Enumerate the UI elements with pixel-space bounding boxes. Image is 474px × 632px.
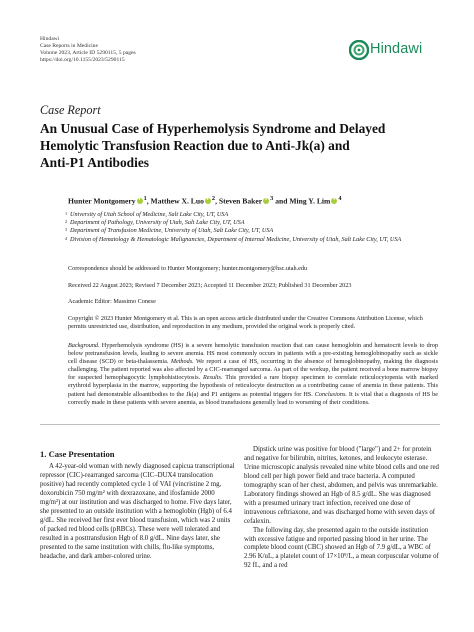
- abstract-methods-label: Methods.: [170, 358, 194, 366]
- affiliation-list: [65, 211, 438, 244]
- author-name[interactable]: Ming Y. Lim: [289, 196, 331, 206]
- author-affiliation-mark: 4: [338, 195, 342, 202]
- publisher-name: Hindawi: [40, 36, 60, 42]
- author-list: [68, 195, 342, 206]
- affiliation-number: 4: [65, 235, 68, 241]
- body-paragraph: Dipstick urine was positive for blood ("large") and 2+ for protein and negative for bilirubin, nitrites, ketones, and leukocyte esterase. Urine microscopic analysis revealed nine white blood cells and one red blood cell per high power field and trace bacteria. A computed tomography scan of her chest, abdomen, and pelvis was unremarkable. Laboratory findings showed an Hgb of 8.5 g/dL. She was diagnosed with a presumed urinary tract infection, received one dose of intravenous ceftriaxone, and was discharged home with seven days of cefalexin.: [244, 446, 439, 525]
- author-name[interactable]: Matthew X. Luo: [150, 196, 204, 206]
- body-column-right: [244, 446, 440, 571]
- doi-link[interactable]: https://doi.org/10.1155/2023/5290115: [40, 57, 125, 63]
- orcid-icon[interactable]: [331, 198, 337, 204]
- abstract-background-label: Background.: [68, 342, 100, 349]
- abstract-background: Hyperhemolysis syndrome (HS) is a severe hemolytic transfusion reaction that can cause hemoglobin and hematocrit levels to drop below pretransfusion levels, leading to severe anemia. HS most commonly occurs in patients with a pre-existing hemoglobinopathy such as sickle cell disease (SCD) or beta-thalassemia.: [68, 342, 438, 366]
- article-category: Case Report: [40, 103, 101, 117]
- hindawi-logo-icon: [349, 40, 369, 60]
- affiliation-text: Department of Transfusion Medicine, University of Utah, Salt Lake City, UT, USA: [70, 227, 274, 235]
- journal-name: Case Reports in Medicine: [40, 43, 98, 49]
- logo-wordmark: Hindawi: [370, 41, 423, 57]
- abstract-methods: We report a case of HS, occurring in the absence of hemoglobinopathy, making the diagnosis challenging. The patient reported was also affected by a CIC-rearranged sarcoma. As part of the workup, the patient received a bone marrow biopsy for suspected hemophagocytic lymphohistiocytosis.: [68, 358, 439, 382]
- affiliation-number: 1: [65, 211, 68, 216]
- body-paragraph: A 42-year-old woman with newly diagnosed capicua transcriptional repressor (CIC)-rearranged sarcoma (CIC–DUX4 translocation positive) had recently completed cycle 1 of VAI (vincristine 2 mg, doxorubicin 750 mg/m² with dexrazoxane, and ifosfamide 2000 mg/m²) at our institution and was discharged to home. Five days later, she presented to an outside institution with a hemoglobin (Hgb) of 6.4 g/dL. She received her first ever blood transfusion, which was 2 units of packed red blood cells (pRBCs). These were well tolerated and resulted in a posttransfusion Hgb of 8.0 g/dL. Nine days later, she presented to the same institution with chills, flu-like symptoms, headache, and dark amber-colored urine.: [40, 463, 235, 560]
- affiliation-number: 3: [65, 227, 68, 233]
- author-name[interactable]: Steven Baker: [218, 196, 263, 206]
- author-separator: and: [273, 196, 290, 206]
- orcid-icon[interactable]: [263, 198, 269, 204]
- orcid-icon[interactable]: [137, 198, 143, 204]
- author-separator: ,: [146, 196, 151, 206]
- abstract-results-label: Results.: [203, 374, 223, 382]
- hindawi-logo: [349, 40, 439, 60]
- affiliation-text: University of Utah School of Medicine, Salt Lake City, UT, USA: [70, 211, 229, 218]
- affiliation-item: [65, 219, 438, 227]
- affiliation-number: 2: [65, 219, 68, 225]
- copyright-notice: Copyright © 2023 Hunter Montgomery et al. This is an open access article distributed under the Creative Commons Attribution License, which permits unrestricted use, distribution, and reproduction in any medium, provided the original work is properly cited.: [68, 315, 423, 331]
- title-line: Hemolytic Transfusion Reaction due to Anti-Jk(a) and: [40, 138, 350, 153]
- affiliation-text: Division of Hematology & Hematologic Malignancies, Department of Internal Medicine, University of Utah, Salt Lake City, UT, USA: [70, 235, 402, 243]
- body-paragraph: The following day, she presented again to the outside institution with excessive fatigue and reported passing blood in her urine. The complete blood count (CBC) showed an Hgb of 7.9 g/dL, a WBC of 2.96 K/uL, a platelet count of 17×10⁹/L, a mean corpuscular volume of 92 fL, and a red: [244, 526, 439, 570]
- author-name[interactable]: Hunter Montgomery: [68, 196, 136, 206]
- affiliation-item: [65, 211, 438, 219]
- affiliation-text: Department of Pathology, University of Utah, Salt Lake City, UT, USA: [70, 219, 245, 227]
- abstract-conclusions: It is vital that a diagnosis of HS be correctly made in these patients with severe anemia, as blood transfusions generally lead to worsening of their conditions.: [68, 390, 438, 406]
- volume-info: Volume 2023, Article ID 5290115, 5 pages: [40, 50, 136, 56]
- abstract-results: This provided a rare biopsy specimen to correlate reticulocytopenia with marked erythroid hyperplasia in the marrow, supporting the hypothesis of reticulocyte destruction as a contributing cause of anemia in these patients. This patient had demonstrable alloantibodies to the Jk(a) and P1 antigens as potential triggers for HS.: [68, 374, 439, 398]
- body-column-left: [40, 463, 236, 561]
- title-line: Anti-P1 Antibodies: [40, 155, 150, 170]
- article-dates: Received 22 August 2023; Revised 7 December 2023; Accepted 11 December 2023; Published 31 December 2023: [68, 282, 352, 289]
- section-heading: 1. Case Presentation: [40, 449, 115, 459]
- title-line: An Unusual Case of Hyperhemolysis Syndrome and Delayed: [40, 121, 386, 136]
- author-affiliation-mark: 3: [270, 195, 274, 202]
- author-separator: ,: [215, 196, 219, 206]
- author-affiliation-mark: 2: [211, 195, 216, 202]
- academic-editor: Academic Editor: Massimo Conese: [68, 298, 156, 305]
- affiliation-item: [65, 235, 438, 244]
- affiliation-item: [65, 227, 438, 235]
- orcid-icon[interactable]: [205, 198, 211, 204]
- abstract-conclusions-label: Conclusions.: [314, 390, 347, 398]
- section-divider: [40, 424, 440, 425]
- abstract: [68, 342, 438, 407]
- author-affiliation-mark: 1: [143, 195, 147, 202]
- article-title: [40, 120, 440, 171]
- journal-header: [40, 36, 136, 64]
- correspondence-note: Correspondence should be addressed to Hunter Montgomery; hunter.montgomery@hsc.utah.edu: [68, 265, 308, 272]
